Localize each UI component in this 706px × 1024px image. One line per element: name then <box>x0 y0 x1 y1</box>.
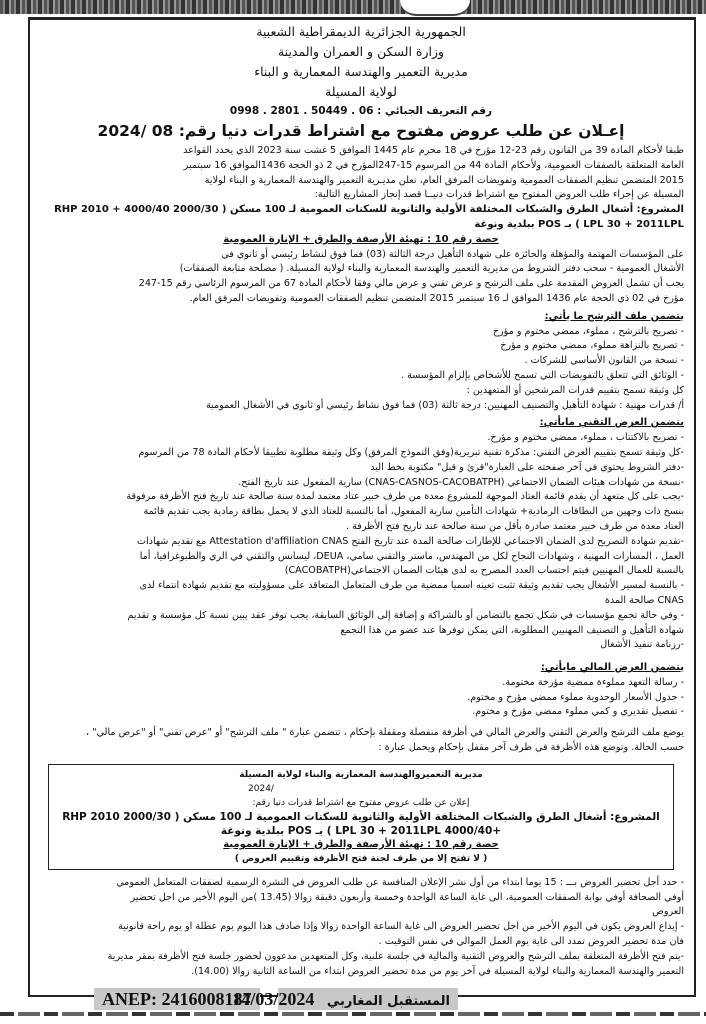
intro-line: العامة المتعلقة بالصفقات العمومية، ولأحكام المادة 44 من المرسوم 15-247المؤرخ في 2 ذو الحجة 1436الموافق 16 سبتمبر <box>183 159 684 171</box>
technical-item: CNAS صالحة المدة <box>604 594 684 606</box>
closing-line: - إيداع العروض يكون في اليوم الأخير من اجل تحضير العروض الى غاية الساعة الواحدة زوالا وإذا صادف هذا اليوم يوم عطلة او يوم راحة قانونية <box>118 921 684 933</box>
scan-border-top <box>0 0 706 14</box>
closing-line: -يتم فتح الأظرفة المتعلقة بملف الترشح والعروض التقنية والمالية في جلسة علنية، وكل المتعهدين مدعوون لحضور جلسة فتح الأظرفة بمقر مديرية <box>107 950 684 962</box>
closing-line: التعمير والهندسة المعمارية والبناء لولاية المسيلة في آخر يوم من مدة تحضير العروض ابتداء من الساعة الثانية زوالا (14.00). <box>191 965 684 977</box>
envelope-text: حسب الحالة. وتوضع هذه الأظرفة في ظرف آخر مقفل بإحكام ويحمل عبارة : <box>378 742 684 754</box>
intro-line: 2015 المتضمن تنظيم الصفقات العمومية وتفويضات المرفق العام، تعلن مديـرية التعمير والهندسة المعمارية و البناء لولاية <box>204 174 684 186</box>
intro-paragraph <box>38 144 684 203</box>
envelope-project: +4000/40 LPL 30 + 2011LPL ) بـ POS ببلدية ونوغة <box>220 824 502 837</box>
candidacy-item: - الوثائق التي تتعلق بالتفويضات التي تسمح للأشخاص بإلزام المؤسسة . <box>401 369 684 381</box>
technical-item: -كل وثيقة تسمح بتقييم العرض التقني: مذكرة تقنية تبريرية(وفق النموذج المرفق) وكل وثيقة مطلوبة تطبيقا لأحكام المادة 78 من المرسوم <box>138 446 684 458</box>
header-republic: الجمهورية الجزائرية الديمقراطية الشعبية <box>256 24 466 39</box>
eligibility-line: مؤرخ في 02 ذي الحجة عام 1436 الموافق لـ 16 سبتمبر 2015 المتضمن تنظيم الصفقات العمومية وتفويضات المرفق العام. <box>189 292 684 304</box>
announcement-document <box>38 20 684 979</box>
technical-item: -رزنامة تنفيذ الأشغال <box>600 639 684 651</box>
technical-item: شهادة التأهيل و التصنيف المهنيين المطلوبة، التي يمكن توفرها عند عضو من هذا التجمع <box>340 624 684 636</box>
intro-line: طبقا لأحكام المادة 39 من القانون رقم 23-12 مؤرخ في 18 محرم عام 1445 الموافق 5 غشت سنة 2023 الذي يحدد القواعد <box>183 145 684 156</box>
technical-item: العتاد معدة من طرف خبير معتمد صادرة بأقل من سنة صالحة عند تاريخ فتح الأظرفة . <box>345 520 684 532</box>
envelope-note: ( لا تفتح إلا من طرف لجنة فتح الأظرفة وتقييم العروض ) <box>234 853 488 864</box>
closing-line: - حدد أجل تحضير العروض بـــ : 15 يوما ابتداء من أول نشر الإعلان المنافسة عن طلب العروض في النشرة الرسمية لصفقات المتعامل العمومي <box>116 876 684 888</box>
project-lot: حصة رقم 10 : تهيئة الأرصفة والطرق + الإنارة العمومية <box>223 233 499 245</box>
closing-line: فان مدة تحضير العروض تمدد الى غاية يوم العمل الموالي في نفس التوقيت . <box>378 936 684 948</box>
financial-item: - تفصيل تقديري و كمي مملوء ممضي مؤرخ و مختوم. <box>472 706 684 718</box>
eligibility-line: الأشغال العمومية - سحب دفتر الشروط من مديرية التعمير والهندسة المعمارية والبناء لولاية المسيلة. ( مصلحة متابعة الصفقات) <box>179 263 684 275</box>
candidacy-item: - تصريح بالنزاهة مملوء، ممضي مختوم و مؤرخ <box>500 340 684 352</box>
publication-footer <box>28 988 696 1010</box>
technical-item: - بالنسبة لمسير الأشغال يجب تقديم وثيقة تثبت تعينه اسميا ممضية من طرف المتعامل المتعاقد على مسؤوليته مع تقديم شهادة انتماء لدى <box>139 580 684 592</box>
envelope-label-box <box>48 764 674 870</box>
tax-id: رقم التعريف الجبائي : 06 . 50449 . 2801 . 0998 <box>229 105 493 117</box>
technical-item: - تصريح بالاكتتاب ، مملوء، ممضي مختوم و مؤرخ. <box>487 432 684 444</box>
intro-line: المسيلة عن إجراء طلب العروض المفتوح مع اشتراط قدرات دنيــا قصد إنجاز المشاريع التالية: <box>314 189 684 201</box>
candidacy-item: - نسخة من القانون الأساسي للشركات . <box>524 355 684 367</box>
candidacy-item: كل وثيقة تسمح بتقييم قدرات المرشحين أو المتعهدين : <box>466 384 684 396</box>
envelope-text: يوضع ملف الترشح والعرض التقني والعرض المالي في أظرفة منفصلة ومقفلة بإحكام ، تتضمن عبارة " ملف الترشح" أو "عرض تقني" أو "عرض مالي" ، <box>85 727 684 739</box>
scan-border-bottom <box>0 1012 706 1016</box>
technical-item: -يجب على كل متعهد أن يقدم قائمة العتاد الموجهة للمشروع معدة من طرف خبير عتاد معتمد لمدة سنة صالحة عند تاريخ فتح الأظرفة مرفوقة <box>126 491 684 503</box>
envelope-announcement: إعلان عن طلب عروض مفتوح مع اشتراط قدرات دنيا رقم: <box>252 797 470 808</box>
financial-item: - جدول الأسعار الوحدوية مملوء ممضي مؤرخ و مختوم. <box>467 691 684 703</box>
envelope-year: /2024 <box>248 783 274 794</box>
envelope-lot: حصة رقم 10 : تهيئة الأرصفة والطرق + الإنارة العمومية <box>223 838 499 850</box>
financial-heading: يتضمن العرض المالي مايأتي: <box>540 662 684 674</box>
eligibility-paragraph <box>38 248 684 307</box>
technical-item: بنسخ ذات وجهين من البطاقات الرمادية+ شهادات التأمين سارية المفعول، أما بالنسبة للعتاد الذي لا يحمل بطاقة رمادية يجب تقديم قائمة <box>143 506 684 518</box>
header-wilaya: لولاية المسيلة <box>325 84 397 99</box>
newspaper-name: المستقبل المغاربي <box>326 994 450 1009</box>
candidacy-heading: يتضمن ملف الترشح ما يأتي: <box>544 310 684 322</box>
publication-date: 14/03/2024 <box>232 989 315 1009</box>
closing-line: أوفي الصحافة أوفي بوابة الصفقات العمومية، الى غاية الساعة الواحدة وخمسة وأربعون دقيقة زوالا (13.45 )من اليوم الأخير من اجل تحضير <box>130 891 684 903</box>
candidacy-item: - تصريح بالترشح ، مملوء، ممضي مختوم و مؤرخ <box>492 325 684 337</box>
closing-paragraph <box>38 876 684 980</box>
header-ministry: وزارة السكن و العمران والمدينة <box>277 44 445 59</box>
publication-info <box>232 988 458 1010</box>
seal-emblem <box>400 0 470 16</box>
technical-item: العمل ، المسارات المهنية ، وشهادات النجاح لكل من المهندس، ماستر والتقني سامي، DEUA، ليسانس والتقني في الري والطبوغرافيا، أما <box>139 550 684 562</box>
technical-item: -نسخة من شهادات هيئات الضمان الاجتماعي (CNAS-CASNOS-CACOBATPH) سارية المفعول عند تاريخ الفتح. <box>238 476 684 488</box>
candidacy-item: أ/ قدرات مهنية : شهادة التأهيل والتصنيف المهنيين: درجة ثالثة (03) فما فوق نشاط رئيسي أو ثانوي في الأشغال العمومية <box>205 399 684 411</box>
technical-item: بالنسبة للعمال المهنيين فيتم احتساب العدد المصرح به لدى هيئات الضمان الاجتماعي(CACOBATPH) <box>284 565 684 577</box>
technical-item: - وفي حالة تجمع مؤسسات في شكل تجمع بالتضامن أو بالشراكة و إضافة إلى الوثائق السابقة، يجب توفر عقد يبين نسبة كل مؤسسة و تقديم <box>127 609 684 621</box>
project-line: LPL 30 + 2011LPL ) بـ POS ببلدية ونوغة <box>474 218 684 230</box>
financial-item: - رسالة التعهد مملوءة ممضية مؤرخة مختومة. <box>502 676 684 688</box>
envelope-directorate: مديرية التعميروالهندسة المعمارية والبناء لولاية المسيلة <box>239 769 483 780</box>
eligibility-line: على المؤسسات المهتمة والمؤهلة والحائزة على شهادة التأهيل درجة الثالثة (03) فما فوق لنشاط رئيسي أو ثانوي في <box>221 248 684 260</box>
anep-number: ANEP: 2416008187 <box>94 988 260 1010</box>
announcement-title: إعـلان عن طلب عروض مفتوح مع اشتراط قدرات دنيا رقم: 08 /2024 <box>97 122 625 140</box>
technical-item: -دفتر الشروط يحتوي في آخر صفحته على العبارة"قرئ و قبل" مكتوبة بخط اليد <box>370 461 684 473</box>
technical-heading: يتضمن العرض التقني مايأتي: <box>539 417 684 429</box>
closing-line: العروض <box>652 906 684 918</box>
project-line: المشروع: أشغال الطرق والشبكات المختلفة الأولية والثانوية للسكنات العمومية لـ 100 مسكن ( 2000/30 RHP 2010 + 4000/40 <box>54 204 684 216</box>
header-directorate: مديرية التعمير والهندسة المعمارية و البناء <box>254 64 468 79</box>
technical-item: -تقديم شهادة التصريح لدى الضمان الاجتماعي للإطارات صالحة المدة عند تاريخ الفتح Attestation d'affiliation CNAS مع تقديم شهادات <box>136 535 684 547</box>
eligibility-line: يجب أن تشمل العروض المقدمة على ملف الترشح و عرض تقني و عرض مالي وفقا لأحكام المادة 67 من المرسوم الرئاسي رقم 15-247 <box>138 278 684 290</box>
envelope-project: المشروع: أشغال الطرق والشبكات المختلفة الأولية والثانوية للسكنات العمومية لـ 100 مسكن ( 2000/30 RHP 2010 <box>62 810 660 823</box>
